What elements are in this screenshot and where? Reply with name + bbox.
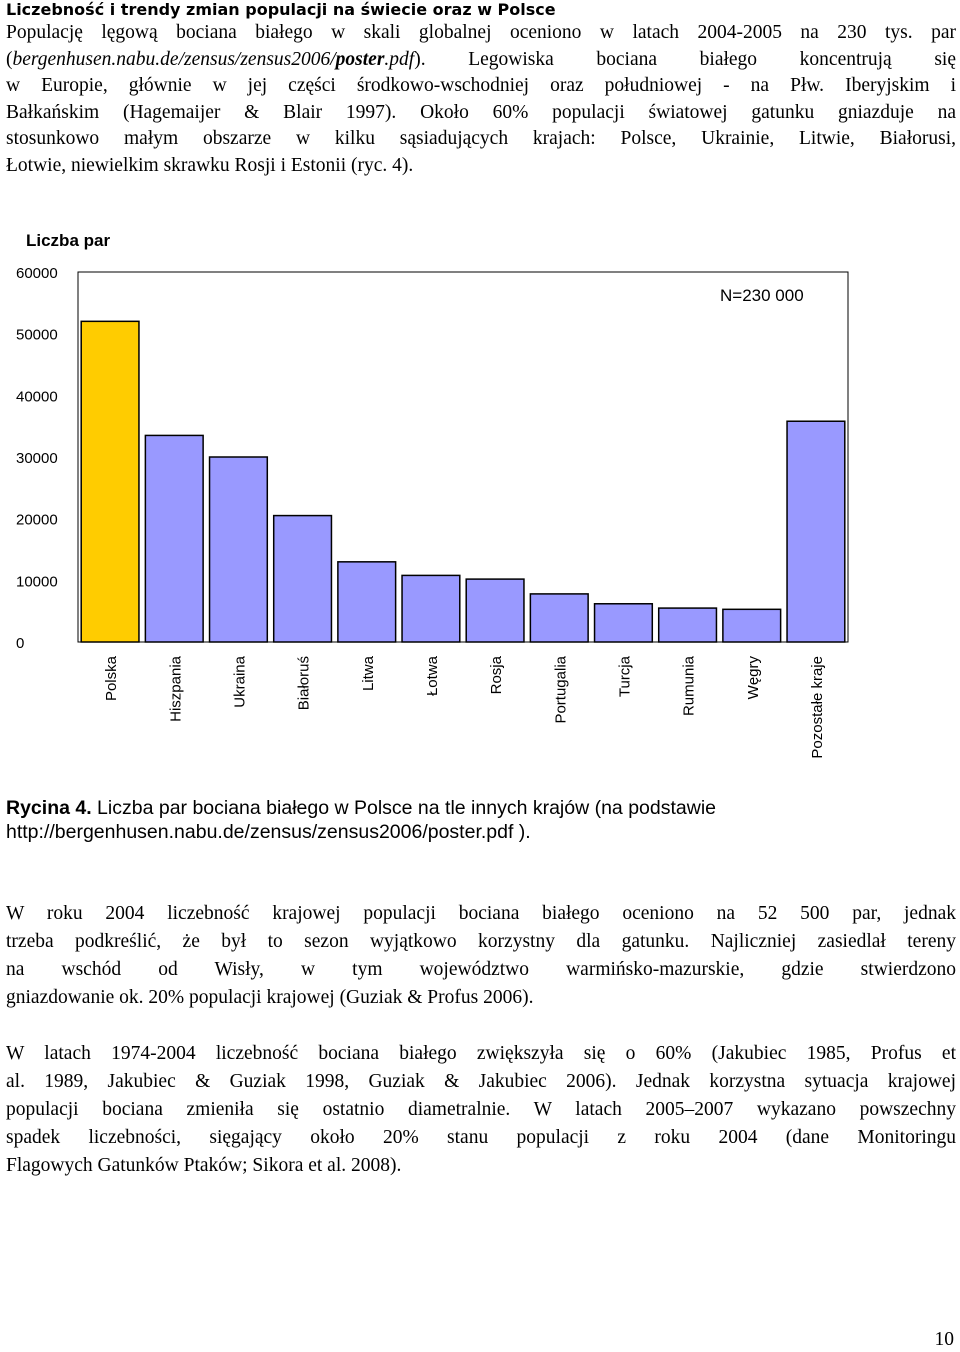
intro-line-3: w Europie, głównie w jej części środkowo-wschodniej oraz południowej - na Płw. Iberyjskim i	[6, 75, 956, 96]
page-number: 10	[934, 1329, 954, 1350]
para3-line-4: spadek liczebności, sięgający około 20% stanu populacji z roku 2004 (dane Monitoringu	[6, 1127, 956, 1148]
para3-line-3: populacji bociana zmieniła się ostatnio diametralnie. W latach 2005–2007 wykazano powszechny	[6, 1099, 956, 1120]
intro-paragraph	[6, 20, 956, 179]
caption-text-1: Liczba par bociana białego w Polsce na tle innych krajów (na podstawie	[91, 797, 717, 819]
intro-line-2-open: (	[6, 48, 13, 70]
section-heading: Liczebność i trendy zmian populacji na świecie oraz w Polsce	[6, 0, 556, 19]
y-tick-label: 40000	[16, 388, 58, 406]
x-tick-label: Rosja	[488, 656, 506, 695]
source-url-poster: poster	[335, 48, 385, 70]
bar-1	[145, 435, 203, 642]
bar-chart	[0, 220, 960, 790]
bar-6	[466, 579, 524, 642]
y-tick-label: 0	[16, 635, 25, 652]
para2-line-2: trzeba podkreślić, że był to sezon wyjątkowo korzystny dla gatunku. Najliczniej zasiedlał tereny	[6, 931, 956, 952]
bar-10	[723, 609, 781, 642]
y-axis-label: Liczba par	[26, 231, 111, 250]
x-tick-label: Polska	[103, 656, 121, 702]
source-url-ext: .pdf	[384, 48, 415, 70]
x-tick-label: Białoruś	[295, 656, 313, 711]
x-tick-label: Portugalia	[552, 656, 570, 724]
intro-line-1: Populację lęgową bociana białego w skali globalnej oceniono w latach 2004-2005 na 230 tys. par	[6, 22, 956, 43]
y-tick-label: 50000	[16, 326, 58, 344]
x-tick-label: Ukraina	[231, 656, 249, 708]
para3-line-5: Flagowych Gatunków Ptaków; Sikora et al. 2008).	[6, 1155, 402, 1176]
intro-line-2-rest: ). Legowiska bociana białego koncentrują się	[414, 48, 956, 70]
intro-line-5: stosunkowo małym obszarze w kilku sąsiadujących krajach: Polsce, Ukrainie, Litwie, Białorusi,	[6, 128, 956, 149]
bar-0	[81, 321, 139, 642]
y-tick-label: 10000	[16, 573, 58, 591]
figure-caption	[6, 796, 956, 844]
para3-line-2: al. 1989, Jakubiec & Guziak 1998, Guziak & Jakubiec 2006). Jednak korzystna sytuacja krajowej	[6, 1071, 956, 1092]
x-tick-label: Łotwa	[423, 656, 441, 697]
caption-label: Rycina 4.	[6, 797, 92, 819]
paragraph-2	[6, 900, 956, 1012]
bar-2	[210, 457, 268, 642]
bar-9	[659, 608, 717, 642]
bar-5	[402, 575, 460, 642]
y-tick-label: 30000	[16, 450, 58, 467]
bar-8	[595, 604, 653, 642]
bar-4	[338, 562, 396, 642]
x-tick-label: Turcja	[616, 656, 634, 698]
bar-11	[787, 421, 845, 642]
bar-7	[530, 594, 588, 642]
x-tick-label: Pozostałe kraje	[808, 656, 826, 759]
x-tick-label: Rumunia	[680, 656, 698, 717]
intro-line-2	[6, 47, 956, 74]
para2-line-1: W roku 2004 liczebność krajowej populacji bociana białego oceniono na 52 500 par, jednak	[6, 903, 956, 924]
source-url-path: bergenhusen.nabu.de/zensus/zensus2006/	[12, 48, 336, 70]
intro-line-6: Łotwie, niewielkim skrawku Rosji i Estonii (ryc. 4).	[6, 154, 414, 176]
para3-line-1: W latach 1974-2004 liczebność bociana białego zwiększyła się o 60% (Jakubiec 1985, Profus et	[6, 1043, 956, 1064]
x-tick-label: Litwa	[359, 656, 377, 692]
para2-line-4: gniazdowanie ok. 20% populacji krajowej (Guziak & Profus 2006).	[6, 987, 534, 1008]
total-annotation: N=230 000	[720, 286, 804, 305]
y-tick-label: 60000	[16, 265, 58, 282]
intro-line-4: Bałkańskim (Hagemaijer & Blair 1997). Około 60% populacji światowej gatunku gniazduje na	[6, 101, 956, 123]
x-tick-label: Hiszpania	[167, 656, 185, 722]
x-tick-label: Węgry	[744, 656, 762, 700]
caption-text-2: http://bergenhusen.nabu.de/zensus/zensus2006/poster.pdf ).	[6, 821, 531, 843]
paragraph-3	[6, 1040, 956, 1180]
y-tick-label: 20000	[16, 511, 58, 529]
para2-line-3: na wschód od Wisły, w tym województwo warmińsko-mazurskie, gdzie stwierdzono	[6, 959, 956, 980]
bar-3	[274, 516, 332, 642]
